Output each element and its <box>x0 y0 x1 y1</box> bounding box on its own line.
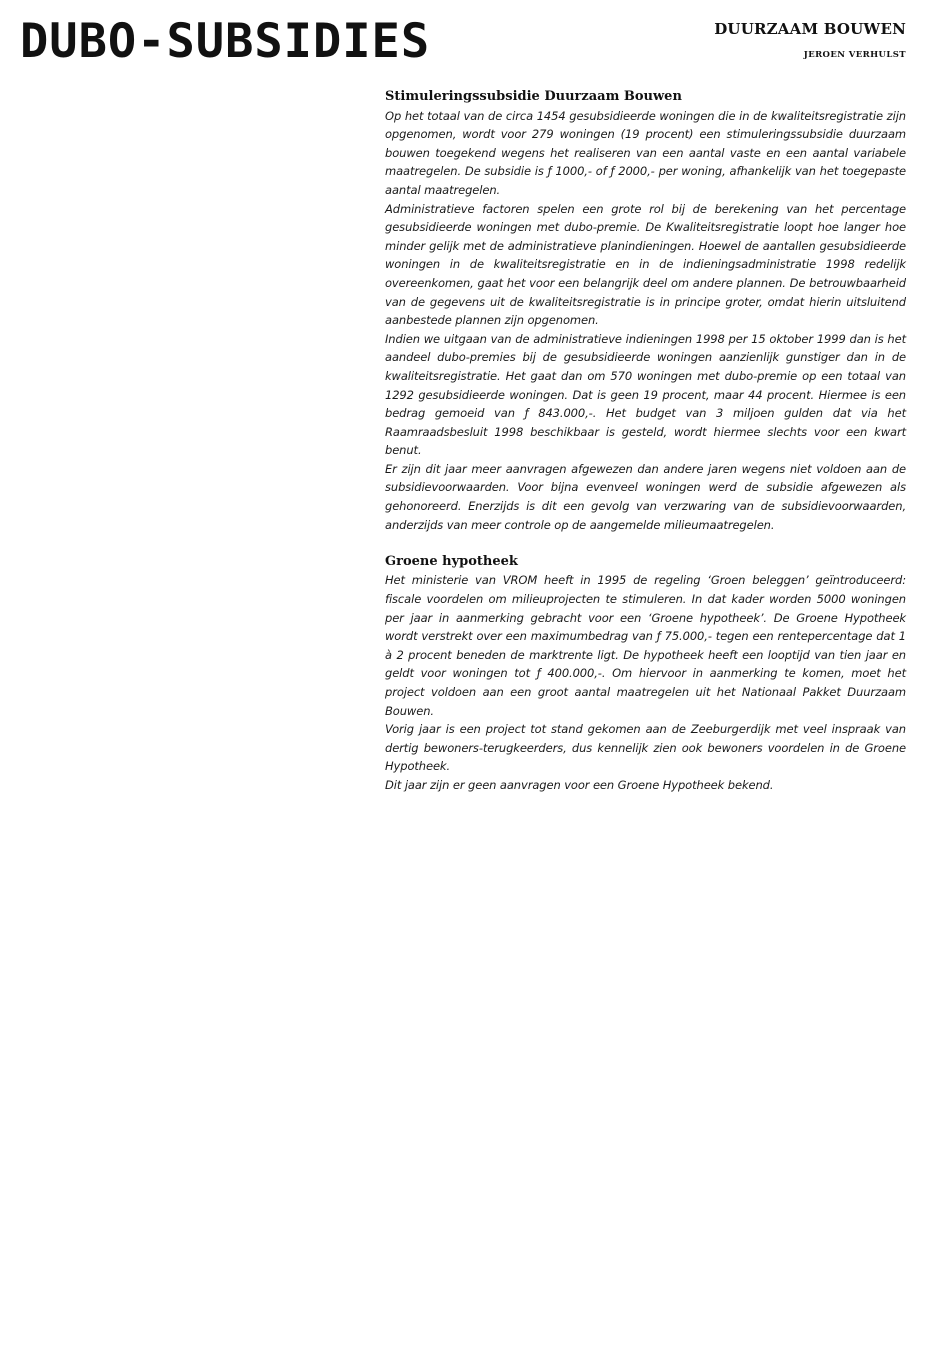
section-heading: Groene hypotheek <box>385 553 518 569</box>
paragraph: Vorig jaar is een project tot stand gekomen aan de Zeeburgerdijk met veel inspraak van dertig bewoners-terugkeerders, dus kennelijk zien ook bewoners voordelen in de Groene Hypotheek. <box>385 722 906 774</box>
page-title: DUBO-SUBSIDIES <box>20 14 431 69</box>
paragraph: Er zijn dit jaar meer aanvragen afgewezen dan andere jaren wegens niet voldoen aan de subsidievoorwaarden. Voor bijna evenveel woningen werd de subsidie afgewezen als gehonoreerd. Enerzijds is dit een gevolg van verzwaring van de subsidievoorwaarden, anderzijds van meer controle op de aangemelde milieumaatregelen. <box>385 461 906 532</box>
page-header-meta <box>714 20 906 60</box>
article-section <box>385 88 906 534</box>
article-section <box>385 553 906 795</box>
paragraph: Op het totaal van de circa 1454 gesubsidieerde woningen die in de kwaliteitsregistratie zijn opgenomen, wordt voor 279 woningen (19 procent) een stimuleringssubsidie duurzaam bouwen toegekend wegens het realiseren van een aantal vaste en een aantal variabele maatregelen. De subsidie is ƒ 1000,- of ƒ 2000,- per woning, afhankelijk van het toegepaste aantal maatregelen. <box>385 108 906 197</box>
paragraph: Het ministerie van VROM heeft in 1995 de regeling ‘Groen beleggen’ geïntroduceerd: fiscale voordelen om milieuprojecten te stimuleren. In dat kader worden 5000 woningen per jaar in aanmerking gebracht voor een ‘Groene hypotheek’. De Groene Hypotheek wordt verstrekt over een maximumbedrag van ƒ 75.000,- tegen een rentepercentage dat 1 à 2 procent beneden de marktrente ligt. De hypotheek heeft een looptijd van tien jaar en geldt voor woningen tot ƒ 400.000,-. Om hiervoor in aanmerking te komen, moet het project voldoen aan een groot aantal maatregelen uit het Nationaal Pakket Duurzaam Bouwen. <box>385 573 906 718</box>
article-body <box>385 88 906 795</box>
paragraph: Administratieve factoren spelen een grote rol bij de berekening van het percentage gesubsidieerde woningen met dubo-premie. De Kwaliteitsregistratie loopt hoe langer hoe minder gelijk met de administratieve planindieningen. Hoewel de aantallen gesubsidieerde woningen in de kwaliteitsregistratie en in de indieningsadministratie 1998 redelijk overeenkomen, gaat het voor een belangrijk deel om andere plannen. De betrouwbaarheid van de gegevens uit de kwaliteitsregistratie is in principe groter, omdat hierin uitsluitend aanbestede plannen zijn opgenomen. <box>385 201 906 328</box>
author-name: JEROEN VERHULST <box>803 50 906 60</box>
paragraph: Indien we uitgaan van de administratieve indieningen 1998 per 15 oktober 1999 dan is het aandeel dubo-premies bij de gesubsidieerde woningen aanzienlijk gunstiger dan in de kwaliteitsregistratie. Het gaat dan om 570 woningen met dubo-premie op een totaal van 1292 gesubsidieerde woningen. Dat is geen 19 procent, maar 44 procent. Hiermee is een bedrag gemoeid van ƒ 843.000,-. Het budget van 3 miljoen gulden dat via het Raamraadsbesluit 1998 beschikbaar is gesteld, wordt hiermee slechts voor een kwart benut. <box>385 331 906 458</box>
section-heading: Stimuleringssubsidie Duurzaam Bouwen <box>385 89 682 104</box>
paragraph: Dit jaar zijn er geen aanvragen voor een Groene Hypotheek bekend. <box>385 777 774 792</box>
section-label: DUURZAAM BOUWEN <box>714 20 906 38</box>
